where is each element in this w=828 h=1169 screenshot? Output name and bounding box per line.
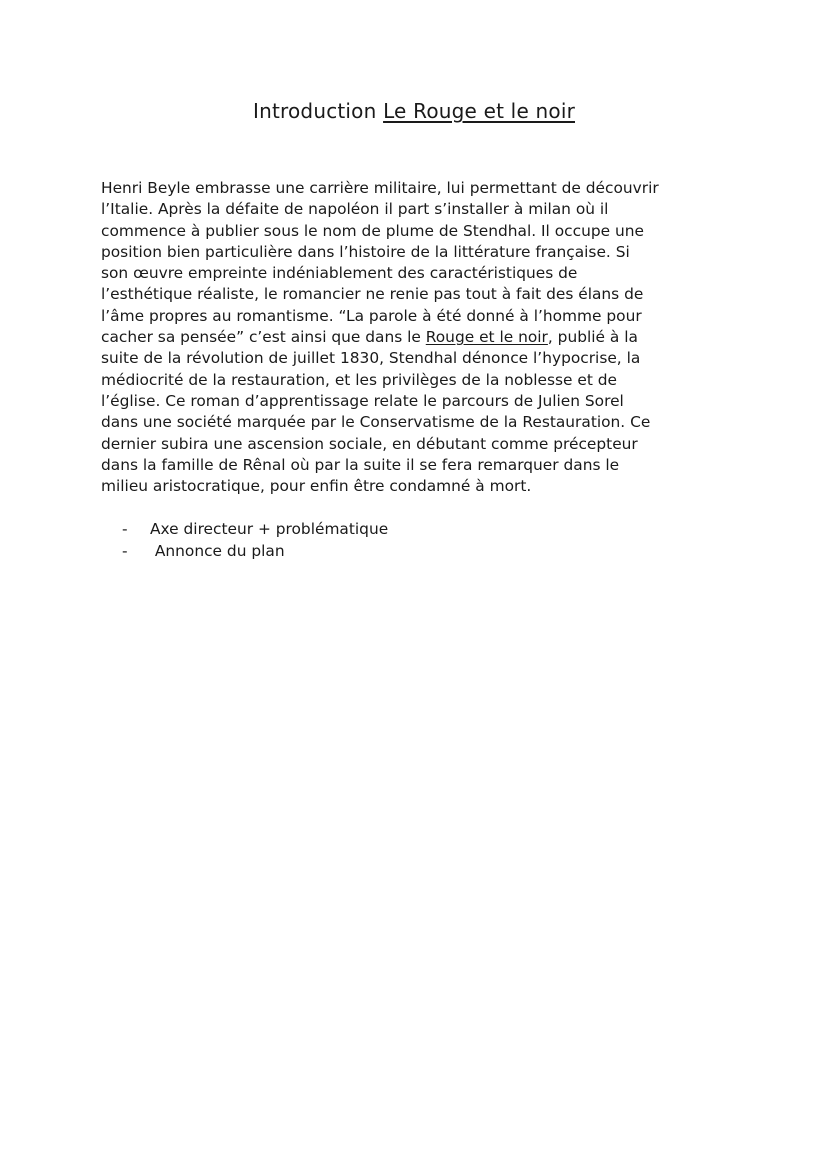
paragraph-line-part: , publié à la	[547, 328, 638, 347]
paragraph-line: milieu aristocratique, pour enfin être condamné à mort.	[101, 477, 532, 496]
list-item	[122, 541, 388, 563]
paragraph-line: son œuvre empreinte indéniablement des caractéristiques de	[101, 264, 578, 283]
document-title	[0, 98, 828, 124]
paragraph-line: commence à publier sous le nom de plume de Stendhal. Il occupe une	[101, 221, 644, 240]
title-work-name: Le Rouge et le noir	[383, 99, 575, 123]
paragraph-line: position bien particulière dans l’histoire de la littérature française. Si	[101, 242, 630, 261]
list-item-text: Axe directeur + problématique	[150, 520, 389, 538]
paragraph-line: l’église. Ce roman d’apprentissage relate le parcours de Julien Sorel	[101, 391, 624, 410]
paragraph-line-part: cacher sa pensée” c’est ainsi que dans le	[101, 328, 426, 347]
title-prefix: Introduction	[252, 99, 384, 123]
paragraph-line: dernier subira une ascension sociale, en débutant comme précepteur	[101, 434, 638, 453]
paragraph-line: suite de la révolution de juillet 1830, Stendhal dénonce l’hypocrise, la	[101, 349, 641, 368]
paragraph-line: l’âme propres au romantisme. “La parole à été donné à l’homme pour	[101, 306, 642, 325]
list-item	[122, 519, 388, 541]
paragraph-line: dans une société marquée par le Conservatisme de la Restauration. Ce	[101, 413, 651, 432]
bullet-marker: -	[122, 541, 128, 560]
paragraph-line: l’Italie. Après la défaite de napoléon il part s’installer à milan où il	[101, 200, 609, 219]
paragraph-line	[101, 327, 741, 348]
intro-paragraph	[101, 178, 741, 497]
paragraph-line: Henri Beyle embrasse une carrière militaire, lui permettant de découvrir	[101, 179, 659, 197]
bullet-marker: -	[122, 520, 128, 538]
paragraph-line: l’esthétique réaliste, le romancier ne renie pas tout à fait des élans de	[101, 285, 644, 304]
work-name-underlined: Rouge et le noir	[425, 328, 548, 347]
list-item-text: Annonce du plan	[150, 541, 285, 560]
paragraph-line: médiocrité de la restauration, et les privilèges de la noblesse et de	[101, 370, 617, 389]
paragraph-line: dans la famille de Rênal où par la suite il se fera remarquer dans le	[101, 455, 620, 474]
bullet-list	[122, 519, 388, 562]
